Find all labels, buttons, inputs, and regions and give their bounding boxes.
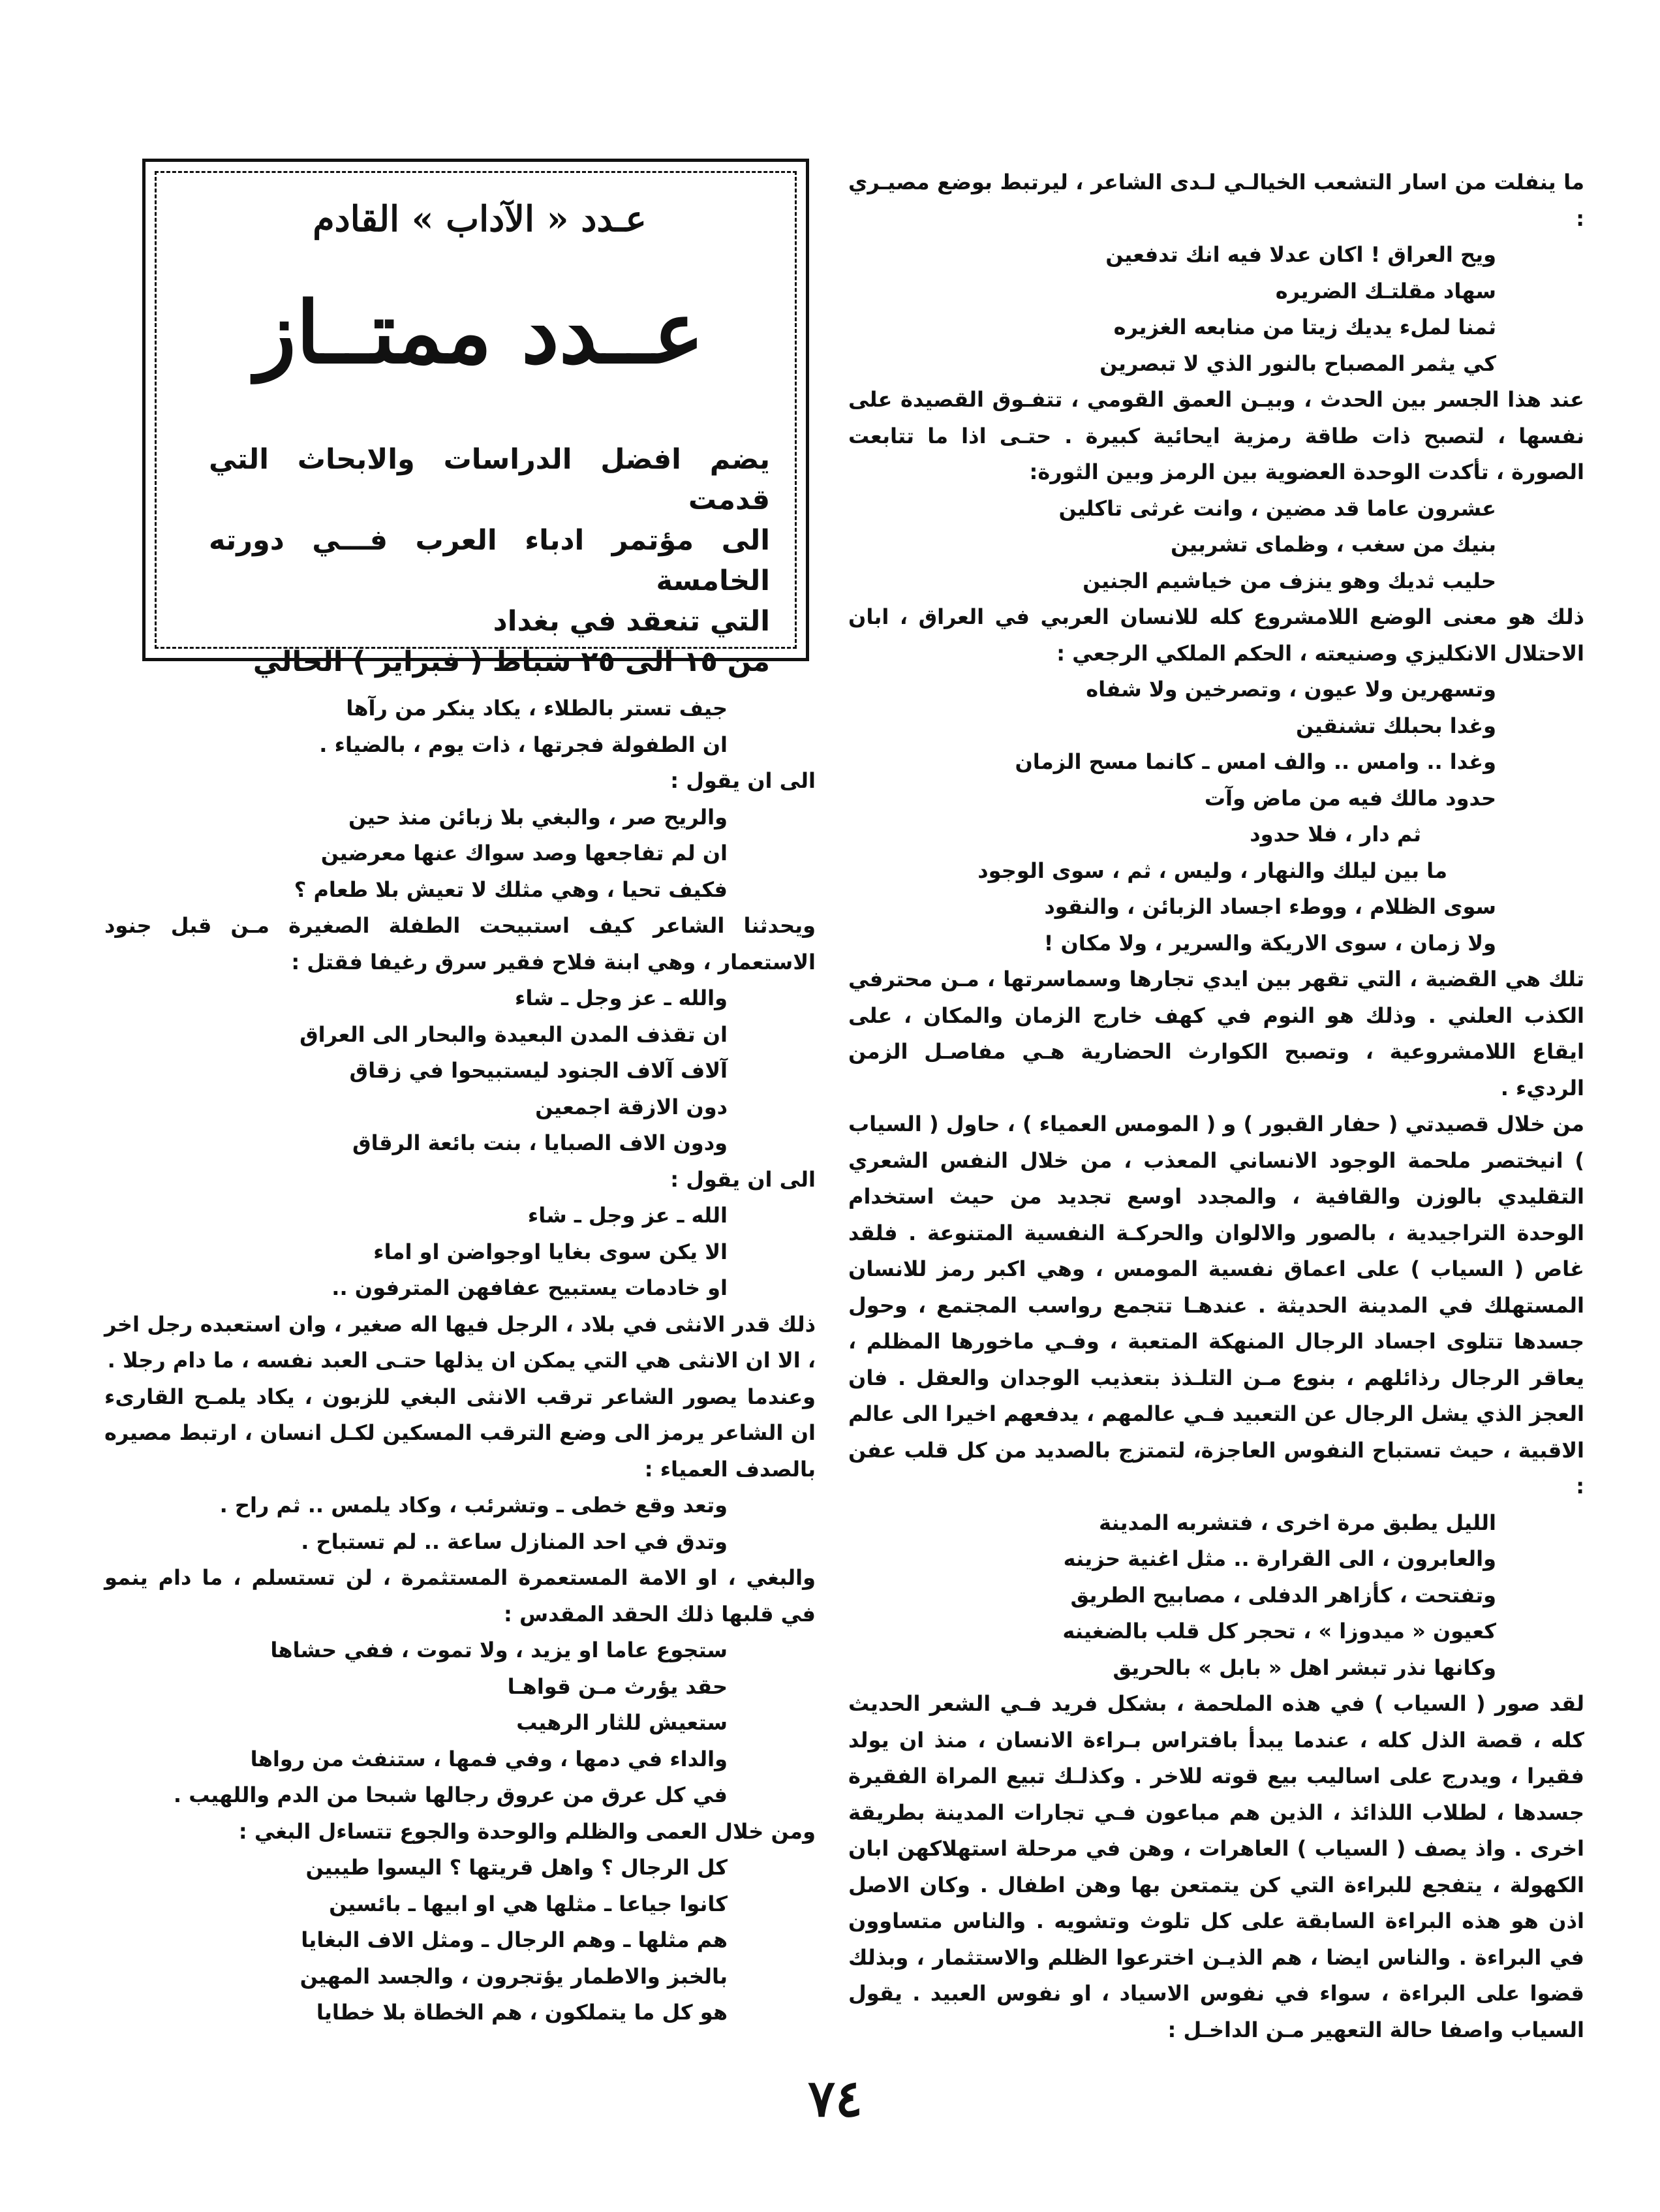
announcement-line: الى مؤتمر ادباء العرب فـــي دورته الخامسة	[209, 524, 770, 597]
verse-line: وكانها نذر تبشر اهل « بابل » بالحريق	[1113, 1655, 1496, 1680]
verse-line: آلاف آلاف الجنود ليستبيحوا في زقاق	[349, 1058, 728, 1083]
prose-paragraph: تلك هي القضية ، التي تقهر بين ايدي تجارها وسماسرتها ، مـن محترفي الكذب العلني . وذلك هو النوم في كهف خارج الزمان والمكان ، على ايقاع اللامشروعية ، وتصبح الكوارث الحضارية هـي مفاصـل الزمن الرديء .	[848, 967, 1584, 1100]
verse-line: والداء في دمها ، وفي فمها ، ستنفث من رواها	[250, 1746, 728, 1771]
verse-line: بالخبز والاطمار يؤتجرون ، والجسد المهين	[300, 1963, 728, 1989]
verse-line: وتفتحت ، كأزاهر الدفلى ، مصابيح الطريق	[1070, 1582, 1496, 1608]
prose-paragraph: الى ان يقول :	[670, 768, 816, 793]
verse-line: ان الطفولة فجرتها ، ذات يوم ، بالضياء .	[319, 732, 728, 757]
verse-line: ان لم تفاجعها وصد سواك عنها معرضين	[320, 841, 728, 865]
verse-line: وتعد وقع خطى ـ وتشرئب ، وكاد يلمس .. ثم راح .	[219, 1493, 728, 1518]
verse-line: ودون الاف الصبايا ، بنت بائعة الرقاق	[352, 1130, 728, 1155]
verse-line: كي يثمر المصباح بالنور الذي لا تبصرين	[1099, 350, 1496, 376]
article-column-left	[104, 691, 816, 2031]
article-column-right	[848, 164, 1584, 2048]
prose-paragraph: ويحدثنا الشاعر كيف استبيحت الطفلة الصغيرة مـن قبل جنود الاستعمار ، وهي ابنة فلاح فقير سرق رغيفا فقتل :	[104, 913, 816, 974]
verse-line: او خادمات يستبيح عفافهن المترفون ..	[331, 1275, 728, 1300]
verse-line: وتسهرين ولا عيون ، وتصرخين ولا شفاه	[1086, 677, 1496, 702]
announcement-body	[209, 439, 770, 682]
verse-line: الله ـ عز وجل ـ شاء	[527, 1203, 728, 1228]
verse-line: حقد يؤرث مـن قواهـا	[507, 1674, 728, 1699]
verse-line: والريح صر ، والبغي بلا زبائن منذ حين	[348, 804, 728, 830]
verse-line: حليب ثديك وهو ينزف من خياشيم الجنين	[1083, 568, 1496, 593]
announcement-line: يضم افضل الدراسات والابحاث التي قدمت	[209, 443, 770, 516]
announcement-line: من ١٥ الى ٢٥ شباط ( فبراير ) الحالي	[253, 646, 770, 678]
announcement-line: التي تنعقد في بغداد	[493, 605, 770, 638]
verse-line: دون الازقة اجمعين	[535, 1094, 728, 1119]
announcement-box	[142, 159, 809, 678]
verse-line: ويح العراق ! اكان عدلا فيه انك تدفعين	[1105, 242, 1496, 267]
verse-line: فكيف تحيا ، وهي مثلك لا تعيش بلا طعام ؟	[294, 877, 728, 902]
verse-line: ثم دار ، فلا حدود	[1250, 822, 1421, 847]
verse-line: كانوا جياعا ـ مثلها هي او ابيها ـ بائسين	[329, 1891, 728, 1916]
verse-line: حدود مالك فيه من ماض وآت	[1204, 785, 1496, 811]
verse-line: عشرون عاما قد مضين ، وانت غرثى تاكلين	[1058, 495, 1496, 521]
verse-line: كل الرجال ؟ واهل قريتها ؟ اليسوا طيبين	[305, 1855, 728, 1880]
verse-line: في كل عرق من عروق رجالها شبحا من الدم واللهيب .	[173, 1783, 728, 1807]
verse-line: ولا زمان ، سوى الاريكة والسرير ، ولا مكان !	[1043, 930, 1496, 956]
verse-line: جيف تستر بالطلاء ، يكاد ينكر من رآها	[346, 696, 728, 721]
prose-paragraph: لقد صور ( السياب ) في هذه الملحمة ، بشكل فريد فـي الشعر الحديث كله ، قصة الذل كله ، عندما يبدأ بافتراس بـراءة الانسان ، منذ ان يولد فقيرا ، ويدرج على اساليب بيع قوته للاخر . وكذلـك تبيع المراة الفقيرة جسدها ، لطلاب اللذائذ ، الذين هم مباعون فـي تجارات المدينة بطريقة اخرى . واذ يصف ( السياب ) العاهرات ، وهن في مرحلة استهلاكهن ابان الكهولة ، يتفجع للبراءة التي كن يتمتعن بها وهن اطفال . وكان الاصل اذن هو هذه البراءة السابقة على كل تلوث وتشويه . والناس متساوون في البراءة . والناس ايضا ، هم الذيـن اخترعوا الظلم والاستثمار ، وبذلك قضوا على البراءة ، سواء في نفوس الاسياد ، او نفوس العبيد . يقول السياب واصفا حالة التعهير مـن الداخـل :	[848, 1691, 1584, 2042]
verse-line: والعابرون ، الى القرارة .. مثل اغنية حزينه	[1063, 1546, 1496, 1571]
verse-line: وغدا بحبلك تشنقين	[1295, 713, 1496, 738]
prose-paragraph: من خلال قصيدتي ( حفار القبور ) و ( المومس العمياء ) ، حاول ( السياب ) انيختصر ملحمة الوجود الانساني المعذب ، من خلال النفس الشعري التقليدي بالوزن والقافية ، والمجدد اوسع تجديد من حيث استخدام الوحدة التراجيدية ، بالصور والالوان والحركـة النفسية المتنوعة . فلقد غاص ( السياب ) على اعماق نفسية المومس ، وهي اكبر رمز للانسان المستهلك في المدينة الحديثة . عندهـا تتجمع رواسب المجتمع ، وحول جسدها تتلوى اجساد الرجال المنهكة المتعبة ، وفـي ماخورها المظلم ، يعاقر الرجال رذائلهم ، بنوع مـن التلـذذ بتعذيب الوجدان والعقل . فان العجز الذي يشل الرجال عن التعبيد فـي عالمهم ، يدفعهم اخيرا الى عالم الاقبية ، حيث تستباح النفوس العاجزة، لتمتزج بالصديد من كل قلب عفن :	[848, 1112, 1584, 1499]
prose-paragraph: والبغي ، او الامة المستعمرة المستثمرة ، لن تستسلم ، ما دام ينمو في قلبها ذلك الحقد المقدس :	[104, 1565, 816, 1627]
verse-line: سهاد مقلتـك الضريره	[1275, 278, 1496, 304]
verse-line: ما بين ليلك والنهار ، وليس ، ثم ، سوى الوجود	[977, 858, 1447, 883]
verse-line: هو كل ما يتملكون ، هم الخطاة بلا خطايا	[316, 2000, 728, 2025]
page-number: ٧٤	[808, 2069, 863, 2128]
verse-line: بنيك من سغب ، وظماى تشربين	[1171, 532, 1496, 557]
verse-line: ثمنا لملء يديك زيتا من منابعه الغزيره	[1113, 315, 1496, 339]
prose-paragraph: ذلك هو معنى الوضع اللامشروع كله للانسان العربي في العراق ، ابان الاحتلال الانكليزي وصنيعته ، الحكم الملكي الرجعي :	[848, 604, 1584, 666]
announcement-title: عــدد ممتــاز	[255, 283, 704, 382]
verse-line: هم مثلها ـ وهم الرجال ـ ومثل الاف البغايا	[301, 1927, 728, 1952]
verse-line: الا يكن سوى بغايا اوجواضن او اماء	[373, 1239, 728, 1264]
prose-paragraph: عند هذا الجسر بين الحدث ، وبيـن العمق القومي ، تتفـوق القصيدة على نفسها ، لتصبح ذات طاقة رمزية ايحائية كبيرة . حتـى اذا ما تتابعت الصورة ، تأكدت الوحدة العضوية بين الرمز وبين الثورة:	[848, 387, 1584, 484]
verse-line: الليل يطبق مرة اخرى ، فتشربه المدينة	[1099, 1510, 1496, 1535]
verse-line: والله ـ عز وجل ـ شاء	[514, 986, 728, 1010]
verse-line: ان تقذف المدن البعيدة والبحار الى العراق	[300, 1021, 728, 1047]
verse-line: وتدق في احد المنازل ساعة .. لم تستباح .	[301, 1529, 728, 1554]
verse-line: كعيون « ميدوزا » ، تحجر كل قلب بالضغينه	[1062, 1619, 1496, 1643]
verse-line: ستجوع عاما او يزيد ، ولا تموت ، ففي حشاها	[270, 1638, 728, 1662]
verse-line: ستعيش للثار الرهيب	[516, 1710, 728, 1735]
verse-line: وغدا .. وامس .. والف امس ـ كانما مسح الزمان	[1015, 749, 1496, 774]
prose-paragraph: ما ينفلت من اسار التشعب الخيالـي لـدى الشاعر ، ليرتبط بوضع مصيـري :	[848, 170, 1584, 231]
prose-paragraph: الى ان يقول :	[670, 1166, 816, 1192]
prose-paragraph: ومن خلال العمى والظلم والوحدة والجوع تتساءل البغي :	[238, 1818, 816, 1844]
prose-paragraph: وعندما يصور الشاعر ترقب الانثى البغي للزبون ، يكاد يلمـح القارىء ان الشاعر يرمز الى وضع الترقب المسكين لكـل انسان ، ارتبط مصيره بالصدف العمياء :	[104, 1384, 816, 1482]
verse-line: سوى الظلام ، ووطء اجساد الزبائن ، والنقود	[1044, 894, 1496, 919]
announcement-header: عـدد « الآداب » القادم	[313, 198, 647, 240]
prose-paragraph: ذلك قدر الانثى في بلاد ، الرجل فيها اله صغير ، وان استعبده رجل اخر ، الا ان الانثى هي التي يمكن ان يذلها حتـى العبد نفسه ، ما دام رجلا .	[104, 1311, 816, 1373]
